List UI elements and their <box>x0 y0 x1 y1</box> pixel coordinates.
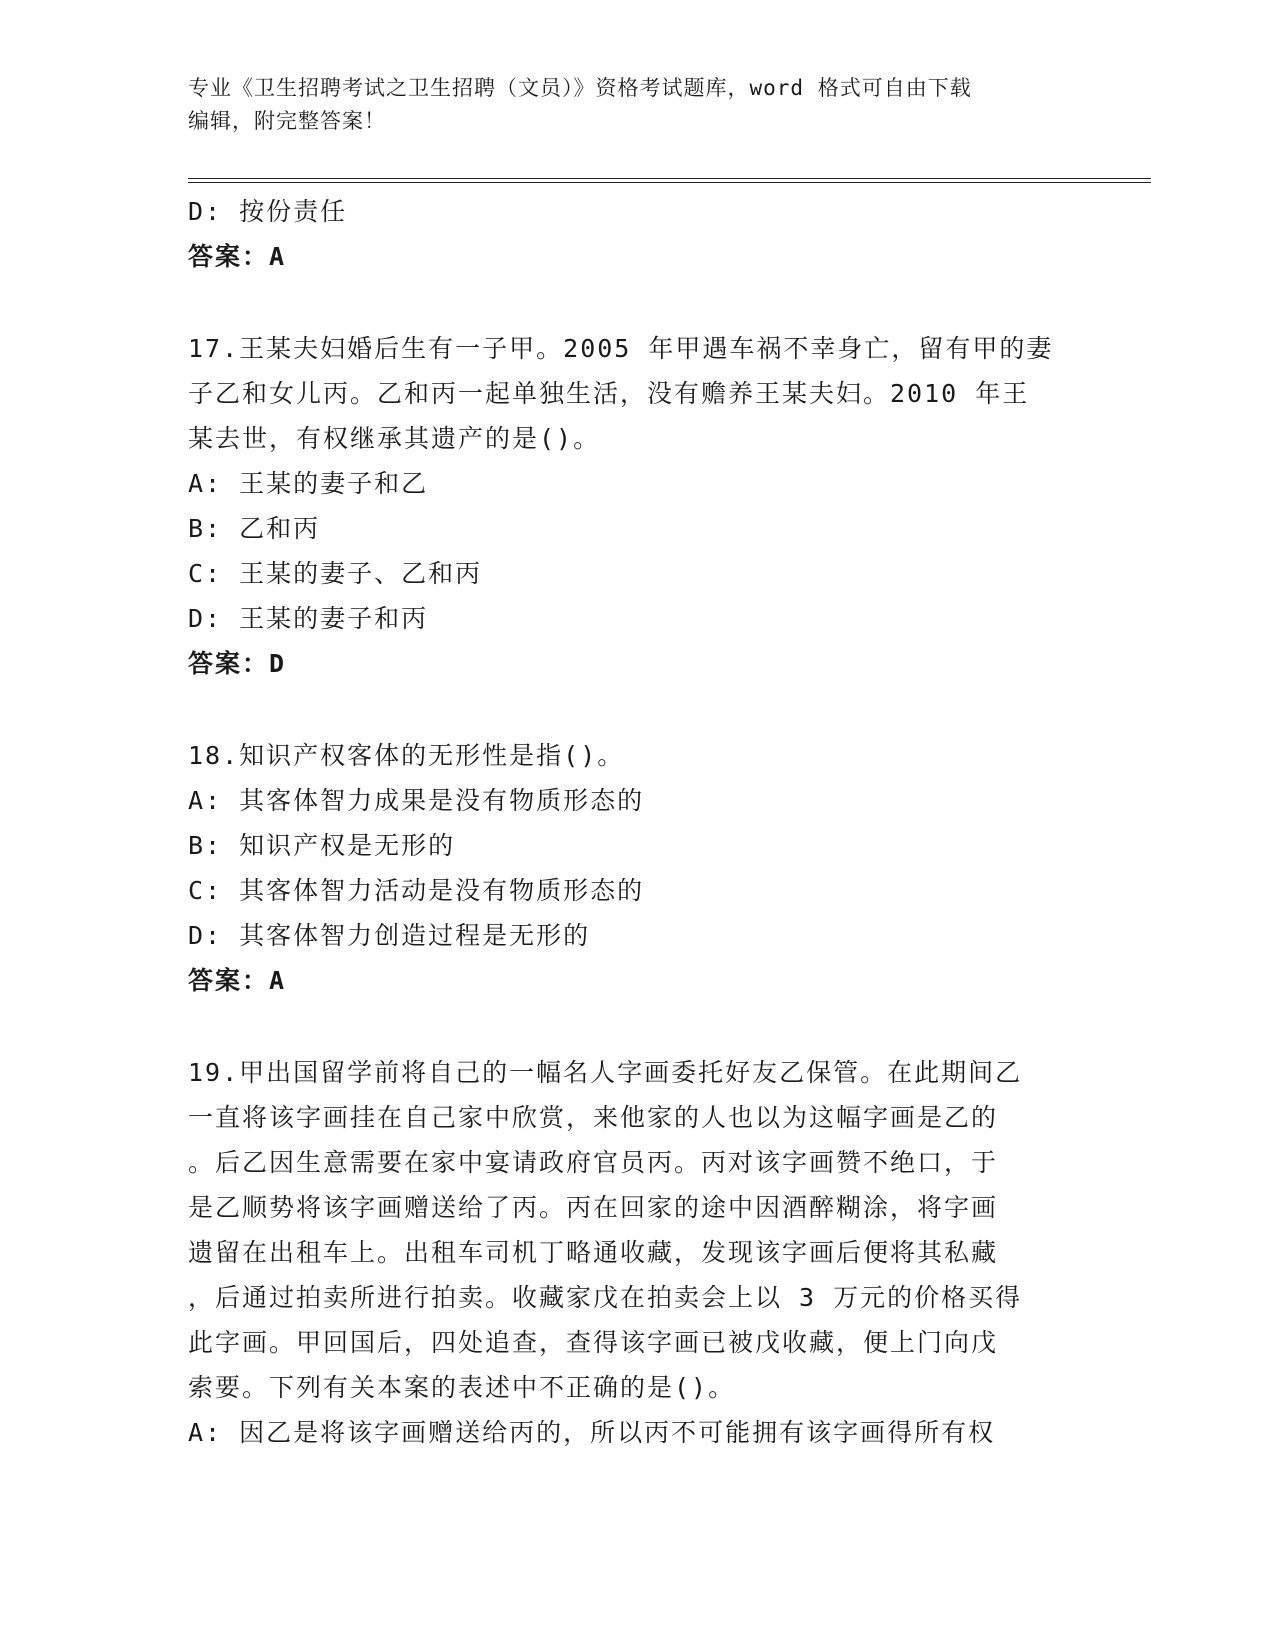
option-a: A: 因乙是将该字画赠送给丙的，所以丙不可能拥有该字画得所有权 <box>188 1418 996 1447</box>
answer-line: 答案：A <box>188 242 287 271</box>
question-list <box>188 189 1088 1455</box>
answer-line: 答案：D <box>188 649 287 678</box>
question-18 <box>188 733 1088 1003</box>
header-rule-top <box>188 178 1151 179</box>
question-text-line: 19.甲出国留学前将自己的一幅名人字画委托好友乙保管。在此期间乙 <box>188 1058 1023 1087</box>
question-text-line: 子乙和女儿丙。乙和丙一起单独生活，没有赡养王某夫妇。2010 年王 <box>188 379 1030 408</box>
answer-line: 答案：A <box>188 966 287 995</box>
option-a: A: 王某的妻子和乙 <box>188 469 429 498</box>
option-c: C: 其客体智力活动是没有物质形态的 <box>188 876 645 905</box>
header-rule-bottom <box>188 182 1151 183</box>
question-16-tail <box>188 189 1088 279</box>
question-text-line: 一直将该字画挂在自己家中欣赏，来他家的人也以为这幅字画是乙的 <box>188 1103 999 1132</box>
question-text-line: 遗留在出租车上。出租车司机丁略通收藏，发现该字画后便将其私藏 <box>188 1238 999 1267</box>
question-text-line: 18.知识产权客体的无形性是指()。 <box>188 741 625 770</box>
header-line-1: 专业《卫生招聘考试之卫生招聘（文员）》资格考试题库，word 格式可自由下载 <box>188 76 972 100</box>
option-c: C: 王某的妻子、乙和丙 <box>188 559 483 588</box>
question-text-line: 17.王某夫妇婚后生有一子甲。2005 年甲遇车祸不幸身亡，留有甲的妻 <box>188 334 1054 363</box>
question-19 <box>188 1050 1088 1455</box>
option-d: D: 按份责任 <box>188 197 348 226</box>
option-a: A: 其客体智力成果是没有物质形态的 <box>188 786 645 815</box>
question-text-line: 索要。下列有关本案的表述中不正确的是()。 <box>188 1373 736 1402</box>
question-text-line: 此字画。甲回国后，四处追查，查得该字画已被戊收藏，便上门向戊 <box>188 1328 999 1357</box>
spacer <box>188 686 1088 733</box>
option-b: B: 乙和丙 <box>188 514 321 543</box>
spacer <box>188 1003 1088 1050</box>
spacer <box>188 279 1088 326</box>
question-text-line: ，后通过拍卖所进行拍卖。收藏家戊在拍卖会上以 3 万元的价格买得 <box>188 1283 1023 1312</box>
question-text-line: 是乙顺势将该字画赠送给了丙。丙在回家的途中因酒醉糊涂，将字画 <box>188 1193 999 1222</box>
header-line-2: 编辑，附完整答案！ <box>188 109 386 133</box>
document-header <box>188 72 1068 138</box>
question-17 <box>188 326 1088 686</box>
option-b: B: 知识产权是无形的 <box>188 831 456 860</box>
question-text-line: 。后乙因生意需要在家中宴请政府官员丙。丙对该字画赞不绝口，于 <box>188 1148 999 1177</box>
option-d: D: 王某的妻子和丙 <box>188 604 429 633</box>
question-text-line: 某去世，有权继承其遗产的是()。 <box>188 424 601 453</box>
option-d: D: 其客体智力创造过程是无形的 <box>188 921 591 950</box>
